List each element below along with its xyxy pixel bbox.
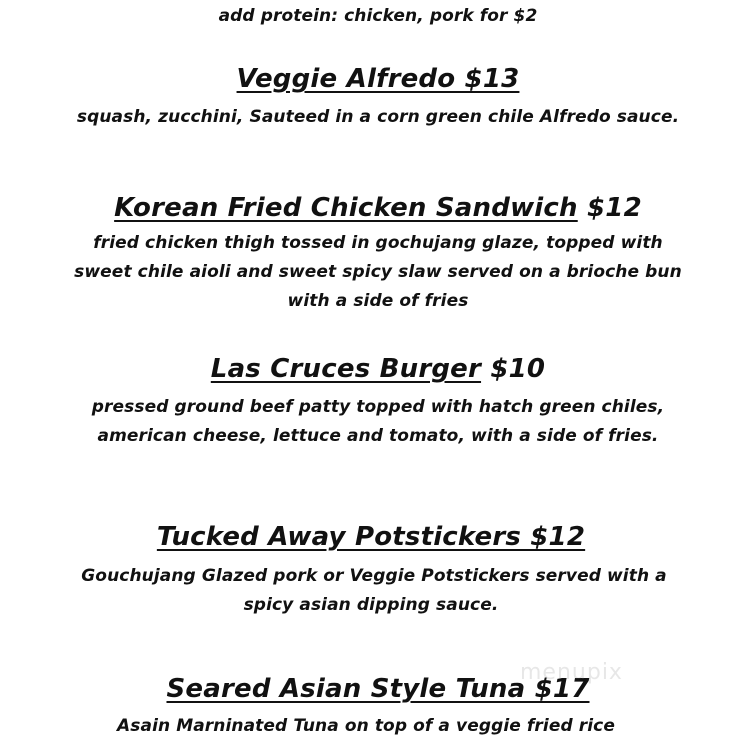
item-desc-line: squash, zucchini, Sauteed in a corn green chile Alfredo sauce. <box>76 107 680 127</box>
item-desc-line: spicy asian dipping sauce. <box>243 595 499 615</box>
item-desc-line: Gouchujang Glazed pork or Veggie Potstickers served with a <box>81 566 667 586</box>
item-name: Las Cruces Burger <box>210 354 482 384</box>
item-name: Tucked Away Potstickers $12 <box>156 522 586 552</box>
item-desc-line: american cheese, lettuce and tomato, with a side of fries. <box>97 426 659 446</box>
item-title-las-cruces-burger <box>0 354 756 384</box>
item-name: Veggie Alfredo $13 <box>236 64 520 94</box>
item-title-seared-asian-style-tuna <box>0 674 756 704</box>
item-title-veggie-alfredo <box>0 64 756 94</box>
item-title-korean-fried-chicken-sandwich <box>0 193 756 223</box>
item-price: $12 <box>587 193 642 223</box>
item-price: $10 <box>490 354 546 384</box>
item-desc-line: Asain Marninated Tuna on top of a veggie fried rice <box>117 716 615 736</box>
item-title-tucked-away-potstickers <box>0 522 749 552</box>
item-name: Seared Asian Style Tuna $17 <box>166 674 590 704</box>
menupix-watermark: menupix <box>520 660 623 685</box>
item-desc-line: fried chicken thigh tossed in gochujang glaze, topped with <box>93 233 663 253</box>
item-name: Korean Fried Chicken Sandwich <box>114 193 578 223</box>
add-protein-note: add protein: chicken, pork for $2 <box>218 6 538 26</box>
item-desc-line: with a side of fries <box>287 291 469 311</box>
item-desc-line: sweet chile aioli and sweet spicy slaw served on a brioche bun <box>74 262 682 282</box>
item-desc-line: pressed ground beef patty topped with hatch green chiles, <box>91 397 665 417</box>
